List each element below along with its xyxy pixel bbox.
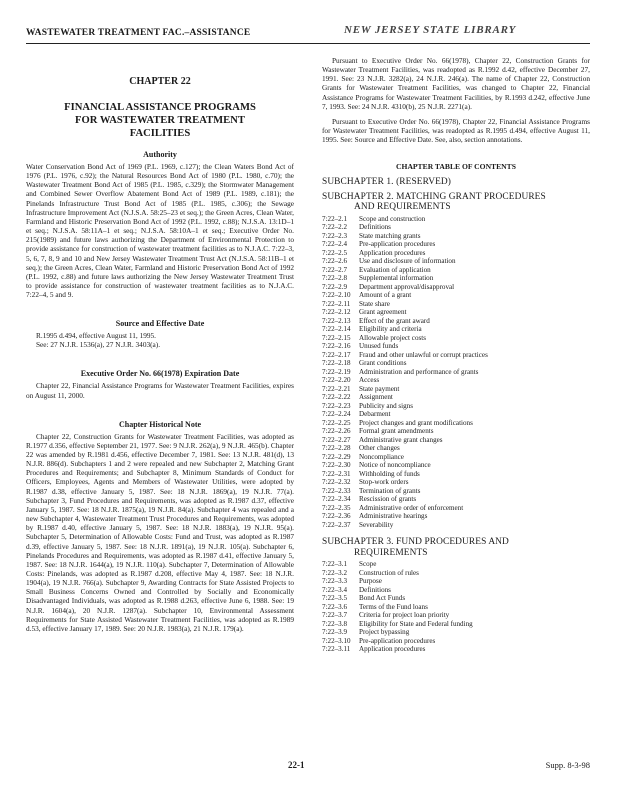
library-stamp: NEW JERSEY STATE LIBRARY <box>344 24 517 36</box>
toc-section-number: 7:22–2.21 <box>322 384 351 393</box>
toc-entry <box>322 368 590 377</box>
toc-entry <box>322 478 590 487</box>
toc-entry <box>322 325 590 334</box>
toc-entry <box>322 359 590 368</box>
subchapter-3-heading-line: SUBCHAPTER 3. FUND PROCEDURES AND <box>322 537 509 548</box>
toc-section-title: Allowable project costs <box>359 333 426 342</box>
toc-entry <box>322 215 590 224</box>
toc-section-number: 7:22–2.5 <box>322 248 348 257</box>
running-header <box>26 24 586 42</box>
toc-section-number: 7:22–2.22 <box>322 393 351 402</box>
subchapter-2-heading <box>322 192 590 213</box>
history-text: Chapter 22, Construction Grants for Wastewater Treatment Facilities, was adopted as R.1977 d.356, effective September 21, 1977. See: 9 N.J.R. 262(a), 9 N.J.R. 465(b). Chapter 22 was amended by R.1981 d.456, effective December 7, 1981. See: 13 N.J.R. 481(d), 13 N.J.R. 886(d). Subchapters 1 and 2 were repealed and new Subchapter 2, Matching Grant Procedures and Requirements; and Subchapter 8, Minimum Standards of Conduct for Officers, Employees, Agents and Members of Wastewater Utilities, were adopted by R.1987 d.38, effective January 5, 1987. See: 18 N.J.R. 1869(a), 19 N.J.R. 77(a). Subchapter 3, Fund Procedures and Requirements, was adopted as R.1987 d.37, effective January 5, 1987. See: 18 N.J.R. 1875(a), 19 N.J.R. 84(a). Subchapter 4 was repealed and a new Subchapter 4, Wastewater Treatment Trust Procedures and Requirements, was adopted by R.1987 d.40, effective January 5, 1987. See: 18 N.J.R. 1883(a), 19 N.J.R. 95(a). Subchapter 5, Determination of Allowable Costs: Fund and Trust, was adopted as R.1987 d.39, effective January 5, 1987. See: 18 N.J.R. 1891(a), 19 N.J.R. 105(a). Subchapter 6, Pinelands Procedures and Requirements, was adopted as R.1987 d.41, effective January 5, 1987. See: 18 N.J.R. 1644(a), 19 N.J.R. 110(a). Subchapter 7, Determination of Allowable Costs: Pinelands, was adopted as R.1987 d.208, effective May 4, 1987. See: 18 N.J.R. 1904(a), 19 N.J.R. 766(a). Subchapter 9, Awarding Contracts for State Assisted Projects to Small Business Concerns Owned and Controlled by Socially and Economically Disadvantaged Individuals, was adopted as R.1988 d.263, effective June 6, 1988. See: 19 N.J.R. 1604(a), 20 N.J.R. 1287(a). Subchapter 10, Environmental Assessment Requirements for State Assisted Wastewater Treatment Facilities, was adopted as R.1989 d.53, effective January 17, 1989. See: 20 N.J.R. 1983(a), 21 N.J.R. 179(a). <box>26 431 294 633</box>
toc-section-number: 7:22–2.33 <box>322 486 351 495</box>
executive-order-text: Chapter 22, Financial Assistance Programs for Wastewater Treatment Facilities, expires on August 11, 2000. <box>26 381 294 400</box>
page-number: 22-1 <box>288 760 305 770</box>
toc-entry <box>322 266 590 275</box>
toc-section-number: 7:22–2.19 <box>322 367 351 376</box>
toc-section-title: Formal grant amendments <box>359 427 434 436</box>
toc-section-title: Supplemental information <box>359 274 434 283</box>
toc-entry <box>322 376 590 385</box>
subchapter-3-toc <box>322 560 590 654</box>
toc-section-title: Scope <box>359 560 377 569</box>
toc-section-number: 7:22–3.4 <box>322 585 348 594</box>
toc-section-title: Department approval/disapproval <box>359 282 455 291</box>
toc-entry <box>322 223 590 232</box>
left-column <box>26 56 294 633</box>
toc-section-title: Pre-application procedures <box>359 636 436 645</box>
toc-section-number: 7:22–3.3 <box>322 577 348 586</box>
toc-section-title: Noncompliance <box>359 452 404 461</box>
toc-section-number: 7:22–2.14 <box>322 325 351 334</box>
toc-section-number: 7:22–3.1 <box>322 560 348 569</box>
toc-entry <box>322 427 590 436</box>
toc-section-title: Other changes <box>359 444 400 453</box>
toc-section-number: 7:22–3.8 <box>322 619 348 628</box>
toc-section-number: 7:22–2.30 <box>322 461 351 470</box>
toc-section-number: 7:22–2.23 <box>322 401 351 410</box>
toc-section-title: Terms of the Fund loans <box>359 602 428 611</box>
toc-entry <box>322 586 590 595</box>
toc-entry <box>322 317 590 326</box>
toc-entry <box>322 342 590 351</box>
toc-section-number: 7:22–3.10 <box>322 636 351 645</box>
toc-section-number: 7:22–2.1 <box>322 214 348 223</box>
toc-section-title: Unused funds <box>359 342 399 351</box>
toc-section-number: 7:22–3.6 <box>322 602 348 611</box>
authority-heading: Authority <box>143 150 177 159</box>
toc-entry <box>322 283 590 292</box>
toc-section-number: 7:22–2.24 <box>322 410 351 419</box>
toc-entry <box>322 470 590 479</box>
toc-section-number: 7:22–2.28 <box>322 444 351 453</box>
toc-section-number: 7:22–2.29 <box>322 452 351 461</box>
toc-section-number: 7:22–2.9 <box>322 282 348 291</box>
chapter-title-line: FACILITIES <box>129 128 191 139</box>
toc-section-number: 7:22–2.27 <box>322 435 351 444</box>
toc-entry <box>322 436 590 445</box>
toc-section-title: Stop-work orders <box>359 478 409 487</box>
subchapter-2-toc <box>322 215 590 530</box>
chapter-number: CHAPTER 22 <box>129 76 191 87</box>
toc-section-number: 7:22–3.7 <box>322 611 348 620</box>
toc-section-title: Scope and construction <box>359 214 426 223</box>
page-footer <box>26 760 590 774</box>
toc-section-title: Grant conditions <box>359 359 407 368</box>
subchapter-2-heading-line: AND REQUIREMENTS <box>354 202 451 213</box>
toc-section-title: State matching grants <box>359 231 421 240</box>
toc-entry <box>322 410 590 419</box>
toc-entry <box>322 461 590 470</box>
toc-section-title: Amount of a grant <box>359 291 412 300</box>
toc-section-number: 7:22–2.7 <box>322 265 348 274</box>
toc-section-number: 7:22–2.20 <box>322 376 351 385</box>
history-heading: Chapter Historical Note <box>118 419 202 429</box>
toc-section-number: 7:22–2.8 <box>322 274 348 283</box>
toc-section-title: Notice of noncompliance <box>359 461 431 470</box>
toc-section-title: Severability <box>359 520 394 529</box>
toc-section-number: 7:22–3.2 <box>322 568 348 577</box>
toc-section-title: Eligibility for State and Federal funding <box>359 619 473 628</box>
toc-section-title: Rescission of grants <box>359 495 417 504</box>
toc-section-number: 7:22–2.15 <box>322 333 351 342</box>
right-column <box>322 56 590 654</box>
toc-entry <box>322 453 590 462</box>
toc-entry <box>322 560 590 569</box>
toc-section-title: Definitions <box>359 585 391 594</box>
toc-section-number: 7:22–2.11 <box>322 299 351 308</box>
toc-section-number: 7:22–2.4 <box>322 240 348 249</box>
toc-section-title: Publicity and signs <box>359 401 413 410</box>
toc-entry <box>322 291 590 300</box>
toc-entry <box>322 402 590 411</box>
chapter-title-line: FINANCIAL ASSISTANCE PROGRAMS <box>64 102 256 113</box>
toc-section-title: Criteria for project loan priority <box>359 611 450 620</box>
toc-section-title: Access <box>359 376 380 385</box>
toc-section-number: 7:22–3.11 <box>322 645 351 654</box>
toc-entry <box>322 645 590 654</box>
chapter-title <box>26 101 294 140</box>
toc-entry <box>322 628 590 637</box>
toc-entry <box>322 611 590 620</box>
toc-section-number: 7:22–2.12 <box>322 308 351 317</box>
toc-section-title: Withholding of funds <box>359 469 420 478</box>
toc-entry <box>322 274 590 283</box>
toc-section-number: 7:22–2.35 <box>322 503 351 512</box>
toc-section-number: 7:22–2.32 <box>322 478 351 487</box>
subchapter-3-heading-line: REQUIREMENTS <box>354 547 428 558</box>
source-heading: Source and Effective Date <box>115 319 205 329</box>
source-line: R.1995 d.494, effective August 11, 1995. <box>36 331 156 341</box>
authority-text: Water Conservation Bond Act of 1969 (P.L. 1969, c.127); the Clean Waters Bond Act of 1976 (P.L. 1976, c.92); the Natural Resources Bond Act of 1980 (P.L. 1980, c.70); the Wastewater Treatment Bond Act of 1985 (P.L. 1985, c.329); the Stormwater Management and Combined Sewer Overflow Abatement Bond Act of 1989 (P.L. 1989, c.181); the Pinelands Infrastructure Trust Bond Act of 1985 (P.L. 1985, c.306); the Sewage Infrastructure Improvement Act (N.J.S.A. 58:25–23 et seq.); the Green Acres, Clean Water, Farmland and Historic Preservation Bond Act of 1992 (P.L. 1992, c.88); N.J.S.A. 13:1D–1 et seq.; N.J.S.A. 58:11A–1 et seq.; N.J.S.A. 58:10A–1 et seq.; Executive Order No. 215(1989) and future laws authorizing the Department of Environmental Protection to provide assistance for construction of wastewater treatment facilities as to N.J.A.C. 7:22–3, 5, 6, 7, 8, 9 and 10 and New Jersey Wastewater Treatment Trust Act (N.J.S.A. 58:11B–1 et seq.); the Green Acres, Clean Water, Farmland and Historic Preservation Bond Act of 1992 (P.L. 1992, c.88) and future laws authorizing the New Jersey Wastewater Treatment Trust to provide assistance for construction of wastewater treatment facilities as to N.J.A.C. 7:22–4, 5 and 9. <box>26 162 294 300</box>
toc-section-title: Administration and performance of grants <box>359 367 479 376</box>
toc-entry <box>322 385 590 394</box>
toc-section-title: Assignment <box>359 393 393 402</box>
toc-entry <box>322 300 590 309</box>
toc-section-title: Bond Act Funds <box>359 594 406 603</box>
toc-entry <box>322 594 590 603</box>
subchapter-3-heading <box>322 537 590 558</box>
toc-section-number: 7:22–2.3 <box>322 231 348 240</box>
toc-section-title: Project bypassing <box>359 628 410 637</box>
toc-section-number: 7:22–2.26 <box>322 427 351 436</box>
toc-section-title: Termination of grants <box>359 486 421 495</box>
toc-entry <box>322 603 590 612</box>
supplement-date: Supp. 8-3-98 <box>545 760 590 770</box>
toc-section-number: 7:22–3.5 <box>322 594 348 603</box>
toc-section-number: 7:22–2.34 <box>322 495 351 504</box>
toc-section-title: Administrative order of enforcement <box>359 503 464 512</box>
toc-section-title: Use and disclosure of information <box>359 257 456 266</box>
toc-section-number: 7:22–2.17 <box>322 350 351 359</box>
toc-section-title: Evaluation of application <box>359 265 431 274</box>
toc-section-number: 7:22–2.16 <box>322 342 351 351</box>
toc-section-number: 7:22–2.10 <box>322 291 351 300</box>
toc-section-title: State share <box>359 299 390 308</box>
toc-entry <box>322 504 590 513</box>
toc-section-title: Effect of the grant award <box>359 316 430 325</box>
toc-section-number: 7:22–3.9 <box>322 628 348 637</box>
toc-entry <box>322 308 590 317</box>
toc-section-number: 7:22–2.25 <box>322 418 351 427</box>
source-citation: See: 27 N.J.R. 1536(a), 27 N.J.R. 3403(a). <box>36 340 161 350</box>
toc-entry <box>322 334 590 343</box>
toc-entry <box>322 232 590 241</box>
toc-entry <box>322 521 590 530</box>
toc-entry <box>322 351 590 360</box>
toc-section-title: Application procedures <box>359 645 426 654</box>
toc-section-title: Definitions <box>359 223 391 232</box>
toc-section-number: 7:22–2.2 <box>322 223 348 232</box>
toc-entry <box>322 249 590 258</box>
toc-section-title: Purpose <box>359 577 382 586</box>
readoption-paragraph-2: Pursuant to Executive Order No. 66(1978), Chapter 22, Financial Assistance Programs for Wastewater Treatment Facilities, was readopted as R.1995 d.494, effective August 11, 1995. See: Source and Effective Date. See, also, section annotations. <box>322 116 590 145</box>
toc-section-title: Fraud and other unlawful or corrupt practices <box>359 350 488 359</box>
toc-section-number: 7:22–2.18 <box>322 359 351 368</box>
toc-section-title: Application procedures <box>359 248 426 257</box>
toc-section-title: Project changes and grant modifications <box>359 418 473 427</box>
toc-entry <box>322 495 590 504</box>
toc-section-title: State payment <box>359 384 400 393</box>
toc-entry <box>322 569 590 578</box>
toc-section-number: 7:22–2.13 <box>322 316 351 325</box>
toc-section-title: Administrative hearings <box>359 512 428 521</box>
subchapter-2-heading-line: SUBCHAPTER 2. MATCHING GRANT PROCEDURES <box>322 191 546 202</box>
toc-entry <box>322 487 590 496</box>
toc-section-title: Debarment <box>359 410 391 419</box>
toc-section-title: Grant agreement <box>359 308 407 317</box>
toc-section-title: Administrative grant changes <box>359 435 443 444</box>
toc-section-number: 7:22–2.37 <box>322 520 351 529</box>
toc-entry <box>322 393 590 402</box>
toc-section-title: Eligibility and criteria <box>359 325 422 334</box>
toc-entry <box>322 512 590 521</box>
toc-section-number: 7:22–2.36 <box>322 512 351 521</box>
header-rule <box>26 43 590 44</box>
toc-section-number: 7:22–2.31 <box>322 469 351 478</box>
readoption-paragraph: Pursuant to Executive Order No. 66(1978), Chapter 22, Construction Grants for Wastewater Treatment Facilities, was readopted as R.1992 d.42, effective December 27, 1991. See: 23 N.J.R. 3282(a), 24 N.J.R. 246(a). The name of Chapter 22, Construction Grants for Wastewater Treatment Facilities, was changed to Chapter 22, Financial Assistance Programs for Wastewater Treatment Facilities, by R.1993 d.242, effective June 7, 1993. See: 24 N.J.R. 4310(b), 25 N.J.R. 2271(a). <box>322 56 590 111</box>
executive-order-heading: Executive Order No. 66(1978) Expiration Date <box>80 369 240 379</box>
toc-entry <box>322 577 590 586</box>
toc-section-title: Construction of rules <box>359 568 419 577</box>
toc-section-title: Pre-application procedures <box>359 240 436 249</box>
toc-entry <box>322 444 590 453</box>
toc-entry <box>322 240 590 249</box>
toc-entry <box>322 257 590 266</box>
toc-section-number: 7:22–2.6 <box>322 257 348 266</box>
subchapter-1-heading: SUBCHAPTER 1. (RESERVED) <box>322 177 452 188</box>
running-title: WASTEWATER TREATMENT FAC.–ASSISTANCE <box>26 28 251 38</box>
toc-heading: CHAPTER TABLE OF CONTENTS <box>396 162 516 172</box>
toc-entry <box>322 637 590 646</box>
toc-entry <box>322 620 590 629</box>
toc-entry <box>322 419 590 428</box>
chapter-title-line: FOR WASTEWATER TREATMENT <box>75 115 245 126</box>
